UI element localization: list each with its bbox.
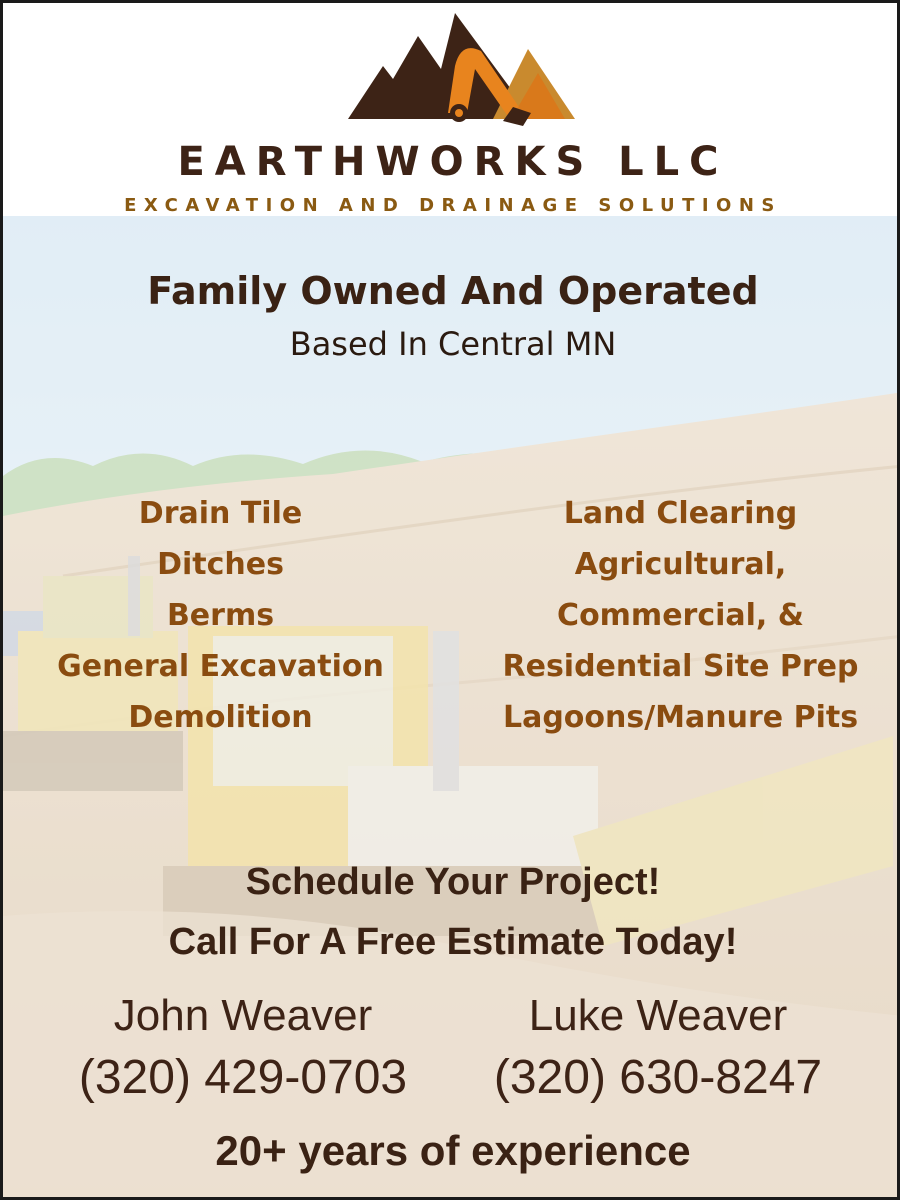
service-item: Lagoons/Manure Pits [502,700,859,735]
mountain-excavator-logo-icon [343,11,583,126]
service-item: Demolition [128,700,313,735]
service-item: Commercial, & [557,598,804,633]
contact-john [43,991,443,1105]
service-item: General Excavation [57,649,384,684]
services-right-list [483,488,878,743]
service-item: Land Clearing [563,496,798,531]
contact-phone[interactable]: (320) 429-0703 [78,1051,408,1104]
cta-schedule: Schedule Your Project! [245,861,661,903]
contact-name: John Weaver [113,991,373,1040]
cta-estimate: Call For A Free Estimate Today! [168,921,738,963]
intro-location: Based In Central MN [289,325,617,363]
experience-note: 20+ years of experience [215,1127,691,1174]
contact-phone[interactable]: (320) 630-8247 [493,1051,823,1104]
service-item: Agricultural, [574,547,787,582]
service-item: Drain Tile [138,496,303,531]
services-left-list [23,488,418,743]
contact-luke [458,991,858,1105]
brand-name: EARTHWORKS LLC [177,139,729,185]
service-item: Ditches [157,547,284,582]
brand-tagline: EXCAVATION AND DRAINAGE SOLUTIONS [124,195,782,216]
contact-name: Luke Weaver [528,991,788,1040]
intro-headline: Family Owned And Operated [147,269,759,313]
service-item: Berms [166,598,275,633]
service-item: Residential Site Prep [502,649,859,684]
